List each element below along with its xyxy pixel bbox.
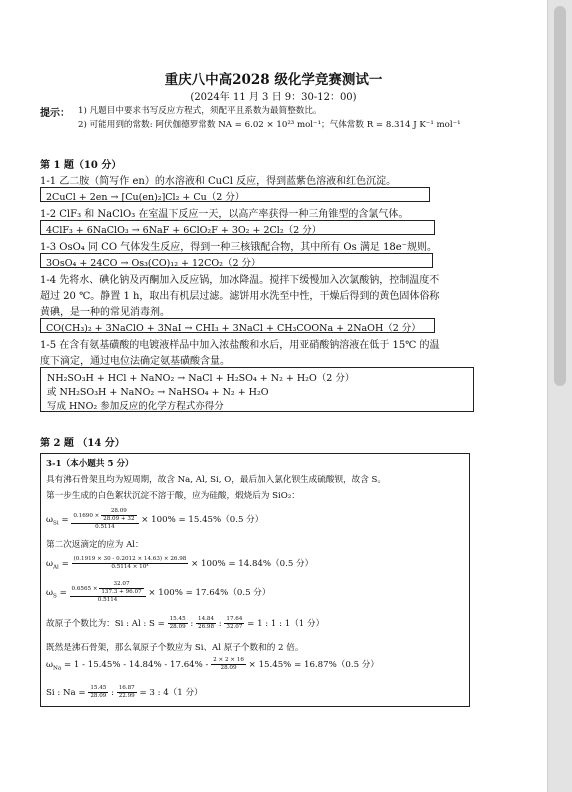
w-na-sub: Na bbox=[53, 665, 62, 672]
si-na-frac-si bbox=[88, 685, 108, 700]
w-al-result: × 100% = 14.84%（0.5 分） bbox=[191, 559, 314, 569]
w-si-inner-den: 28.09 + 32 bbox=[103, 516, 135, 522]
w-na-den: 28.09 bbox=[220, 665, 237, 671]
si-na-si-num: 15.45 bbox=[90, 685, 107, 691]
w-si-den: 0.5114 bbox=[95, 524, 115, 530]
w-s-num-a: 0.6565 × bbox=[71, 586, 98, 592]
w-si-symbol: ω bbox=[46, 515, 54, 525]
w-na-num: 2 × 2 × 16 bbox=[213, 657, 244, 663]
w-s-inner-fraction bbox=[99, 581, 143, 596]
ratio-result: = 1 : 1 : 1（1 分） bbox=[247, 619, 325, 629]
w-s-inner-den: 137.3 + 96.07 bbox=[101, 589, 142, 595]
w-s-formula: $\omega_S$ = 0.6565 × $\frac{32.07}{137.3 + 96.07}$ 0.5114 × 100% = 17.64%（0.5 分） bbox=[46, 581, 271, 603]
ratio-s-den: 32.07 bbox=[226, 624, 243, 630]
w-s-fraction bbox=[70, 581, 146, 604]
scrollbar-thumb[interactable] bbox=[554, 6, 566, 386]
w-al-den: 0.5114 × 10³ bbox=[111, 564, 149, 570]
w-s-symbol: ω bbox=[46, 588, 54, 598]
q2-answer-box bbox=[40, 453, 470, 707]
ratio-si-den: 28.09 bbox=[169, 624, 186, 630]
q1-2-answer: 4ClF₃ + 6NaClO₃ → 6NaF + 6ClO₂F + 3O₂ + 2Cl₂（2 分） bbox=[46, 225, 322, 236]
w-na-prefix: = 1 - 15.45% - 14.84% - 17.64% - bbox=[63, 660, 209, 670]
q1-heading: 第 1 题（10 分） bbox=[40, 160, 122, 171]
q1-5-answer-2: 或 NH₂SO₃H + NaNO₂ → NaHSO₄ + N₂ + H₂O bbox=[47, 387, 269, 398]
q1-2-question: 1-2 ClF₃ 和 NaClO₃ 在室温下反应一天，以高产率获得一种三角锥型的含氯气体。 bbox=[40, 209, 409, 220]
si-na-frac-na bbox=[117, 685, 137, 700]
vertical-scrollbar[interactable] bbox=[547, 0, 572, 792]
w-si-inner-fraction bbox=[101, 508, 136, 523]
w-na-symbol: ω bbox=[46, 660, 54, 670]
q1-3-question: 1-3 OsO₄ 同 CO 气体发生反应，得到一种三核锇配合物，其中所有 Os 满足 18e⁻规则。 bbox=[40, 242, 437, 253]
w-al-fraction bbox=[72, 556, 189, 571]
q2-line-1: 具有沸石骨架且均为短周期，故含 Na, Al, Si, O，最后加入氯化钡生成硫酸钡，故含 S。 bbox=[46, 475, 387, 485]
w-si-fraction bbox=[71, 508, 138, 531]
q1-5-answer-box bbox=[40, 367, 474, 412]
w-s-den: 0.5114 bbox=[97, 597, 118, 603]
hint-1: 1) 凡题目中要求书写反应方程式，须配平且系数为最简整数比。 bbox=[78, 106, 322, 116]
q1-5-question-line-2: 度下滴定，通过电位法确定氨基磺酸含量。 bbox=[40, 356, 230, 367]
q1-5-question-line-1: 1-5 在含有氨基磺酸的电镀液样品中加入浓盐酸和水后，用亚硝酸钠溶液在低于 15℃ 的温 bbox=[40, 340, 440, 351]
page-subtitle: (2024年 11 月 3 日 9：30-12：00) bbox=[190, 92, 357, 103]
ratio-frac-al bbox=[196, 616, 216, 631]
w-s-result: × 100% = 17.64%（0.5 分） bbox=[148, 588, 271, 598]
w-si-num-a: 0.1690 × bbox=[73, 513, 100, 519]
w-s-sub: S bbox=[53, 593, 57, 600]
page-title: 重庆八中高2028 级化学竞赛测试一 bbox=[164, 72, 383, 88]
ratio-frac-s bbox=[224, 616, 244, 631]
w-si-inner-num: 28.09 bbox=[101, 508, 136, 516]
ratio-prefix: 故原子个数比为：Si : Al : S = bbox=[46, 619, 165, 629]
w-na-formula bbox=[46, 654, 379, 680]
ratio-al-num: 14.84 bbox=[198, 616, 215, 622]
q1-1-question: 1-1 乙二胺（简写作 en）的水溶液和 CuCl 反应，得到蓝紫色溶液和红色沉淀。 bbox=[40, 176, 397, 187]
ratio-al-den: 26.98 bbox=[198, 624, 215, 630]
w-al-sub: Al bbox=[53, 564, 59, 571]
q1-1-answer: 2CuCl + 2en → [Cu(en)₂]Cl₂ + Cu（2 分） bbox=[46, 192, 245, 203]
w-na-result: × 15.45% = 16.87%（0.5 分） bbox=[248, 660, 379, 670]
q1-3-answer-box bbox=[40, 253, 433, 268]
si-na-ratio-formula: Si : Na = $\frac{15.45}{28.09}$ : $\frac{16.87}{22.99}$ = 3 : 4（1 分） bbox=[46, 685, 203, 699]
si-na-na-den: 22.99 bbox=[118, 693, 135, 699]
q1-4-answer: CO(CH₃)₂ + 3NaClO + 3NaI → CHI₃ + 3NaCl + CH₃COONa + 2NaOH（2 分） bbox=[46, 323, 421, 334]
atom-ratio-formula: 故原子个数比为：Si : Al : S = $\frac{15.45}{28.09}$ : $\frac{14.84}{26.98}$ : $\frac{17.64}{32.07}$ = 1 : 1 : 1（1 分） bbox=[46, 616, 325, 630]
q1-5-answer-1: NH₂SO₃H + HCl + NaNO₂ → NaCl + H₂SO₄ + N₂ + H₂O（2 分） bbox=[47, 373, 355, 384]
hints-label: 提示： bbox=[40, 108, 70, 119]
w-na-fraction bbox=[211, 657, 246, 672]
si-na-result: = 3 : 4（1 分） bbox=[139, 688, 203, 698]
ratio-s-num: 17.64 bbox=[226, 616, 243, 622]
q1-5-answer-3: 写成 HNO₂ 参加反应的化学方程式亦得分 bbox=[47, 401, 224, 412]
ratio-frac-si bbox=[168, 616, 188, 631]
hint-2: 2) 可能用到的常数: 阿伏伽德罗常数 NA = 6.02 × 10²³ mol⁻¹；气体常数 R = 8.314 J K⁻¹ mol⁻¹ bbox=[78, 120, 461, 130]
q1-4-answer-box bbox=[40, 318, 435, 333]
w-si-result: × 100% = 15.45%（0.5 分） bbox=[141, 515, 264, 525]
q1-4-question-line-3: 黄碘，是一种的常见消毒剂。 bbox=[40, 307, 170, 318]
si-na-prefix: Si : Na = bbox=[46, 688, 86, 698]
q2-line-2: 第一步生成的白色絮状沉淀不溶于酸，应为硅酸，煅烧后为 SiO₂： bbox=[46, 491, 300, 501]
si-na-na-num: 16.87 bbox=[118, 685, 135, 691]
q1-4-question-line-1: 1-4 先将水、碘化钠及丙酮加入反应锅，加冰降温。搅拌下缓慢加入次氯酸钠，控制温度不 bbox=[40, 275, 440, 286]
w-s-inner-num: 32.07 bbox=[99, 581, 143, 589]
w-si-formula: $\omega_{Si}$ = 0.1690 × $\frac{28.09}{28.09 + 32}$ 0.5114 × 100% = 15.45%（0.5 分） bbox=[46, 508, 264, 530]
q1-2-answer-box bbox=[40, 220, 435, 235]
q1-3-answer: 3OsO₄ + 24CO → Os₃(CO)₁₂ + 12CO₂（2 分） bbox=[46, 258, 261, 269]
q1-4-question-line-2: 超过 20 ℃。静置 1 h，取出有机层过滤。滤饼用水洗至中性，干燥后得到的黄色固体俗称 bbox=[40, 291, 440, 302]
q1-1-answer-box bbox=[40, 187, 430, 202]
q2-box-title: 3-1（本小题共 5 分） bbox=[46, 459, 134, 469]
w-al-formula: $\omega_{Al}$ = $\frac{(0.1919 \times 30 - 0.2012 \times 14.63) \times 26.98}{\text{0.5114 × 10³}}$ × 100% = 14.84%（0.5 分） bbox=[46, 556, 314, 571]
ratio-si-num: 15.45 bbox=[169, 616, 186, 622]
w-si-sub: Si bbox=[53, 520, 59, 527]
si-na-si-den: 28.09 bbox=[90, 693, 107, 699]
w-al-symbol: ω bbox=[46, 559, 54, 569]
q2-line-3: 第二次返滴定的应为 Al： bbox=[46, 540, 144, 550]
q2-heading: 第 2 题 （14 分） bbox=[40, 438, 125, 449]
w-al-num: (0.1919 × 30 - 0.2012 × 14.63) × 26.98 bbox=[73, 556, 187, 562]
q2-line-4: 既然是沸石骨架，那么氧原子个数应为 Si、Al 原子个数和的 2 倍。 bbox=[46, 643, 304, 653]
